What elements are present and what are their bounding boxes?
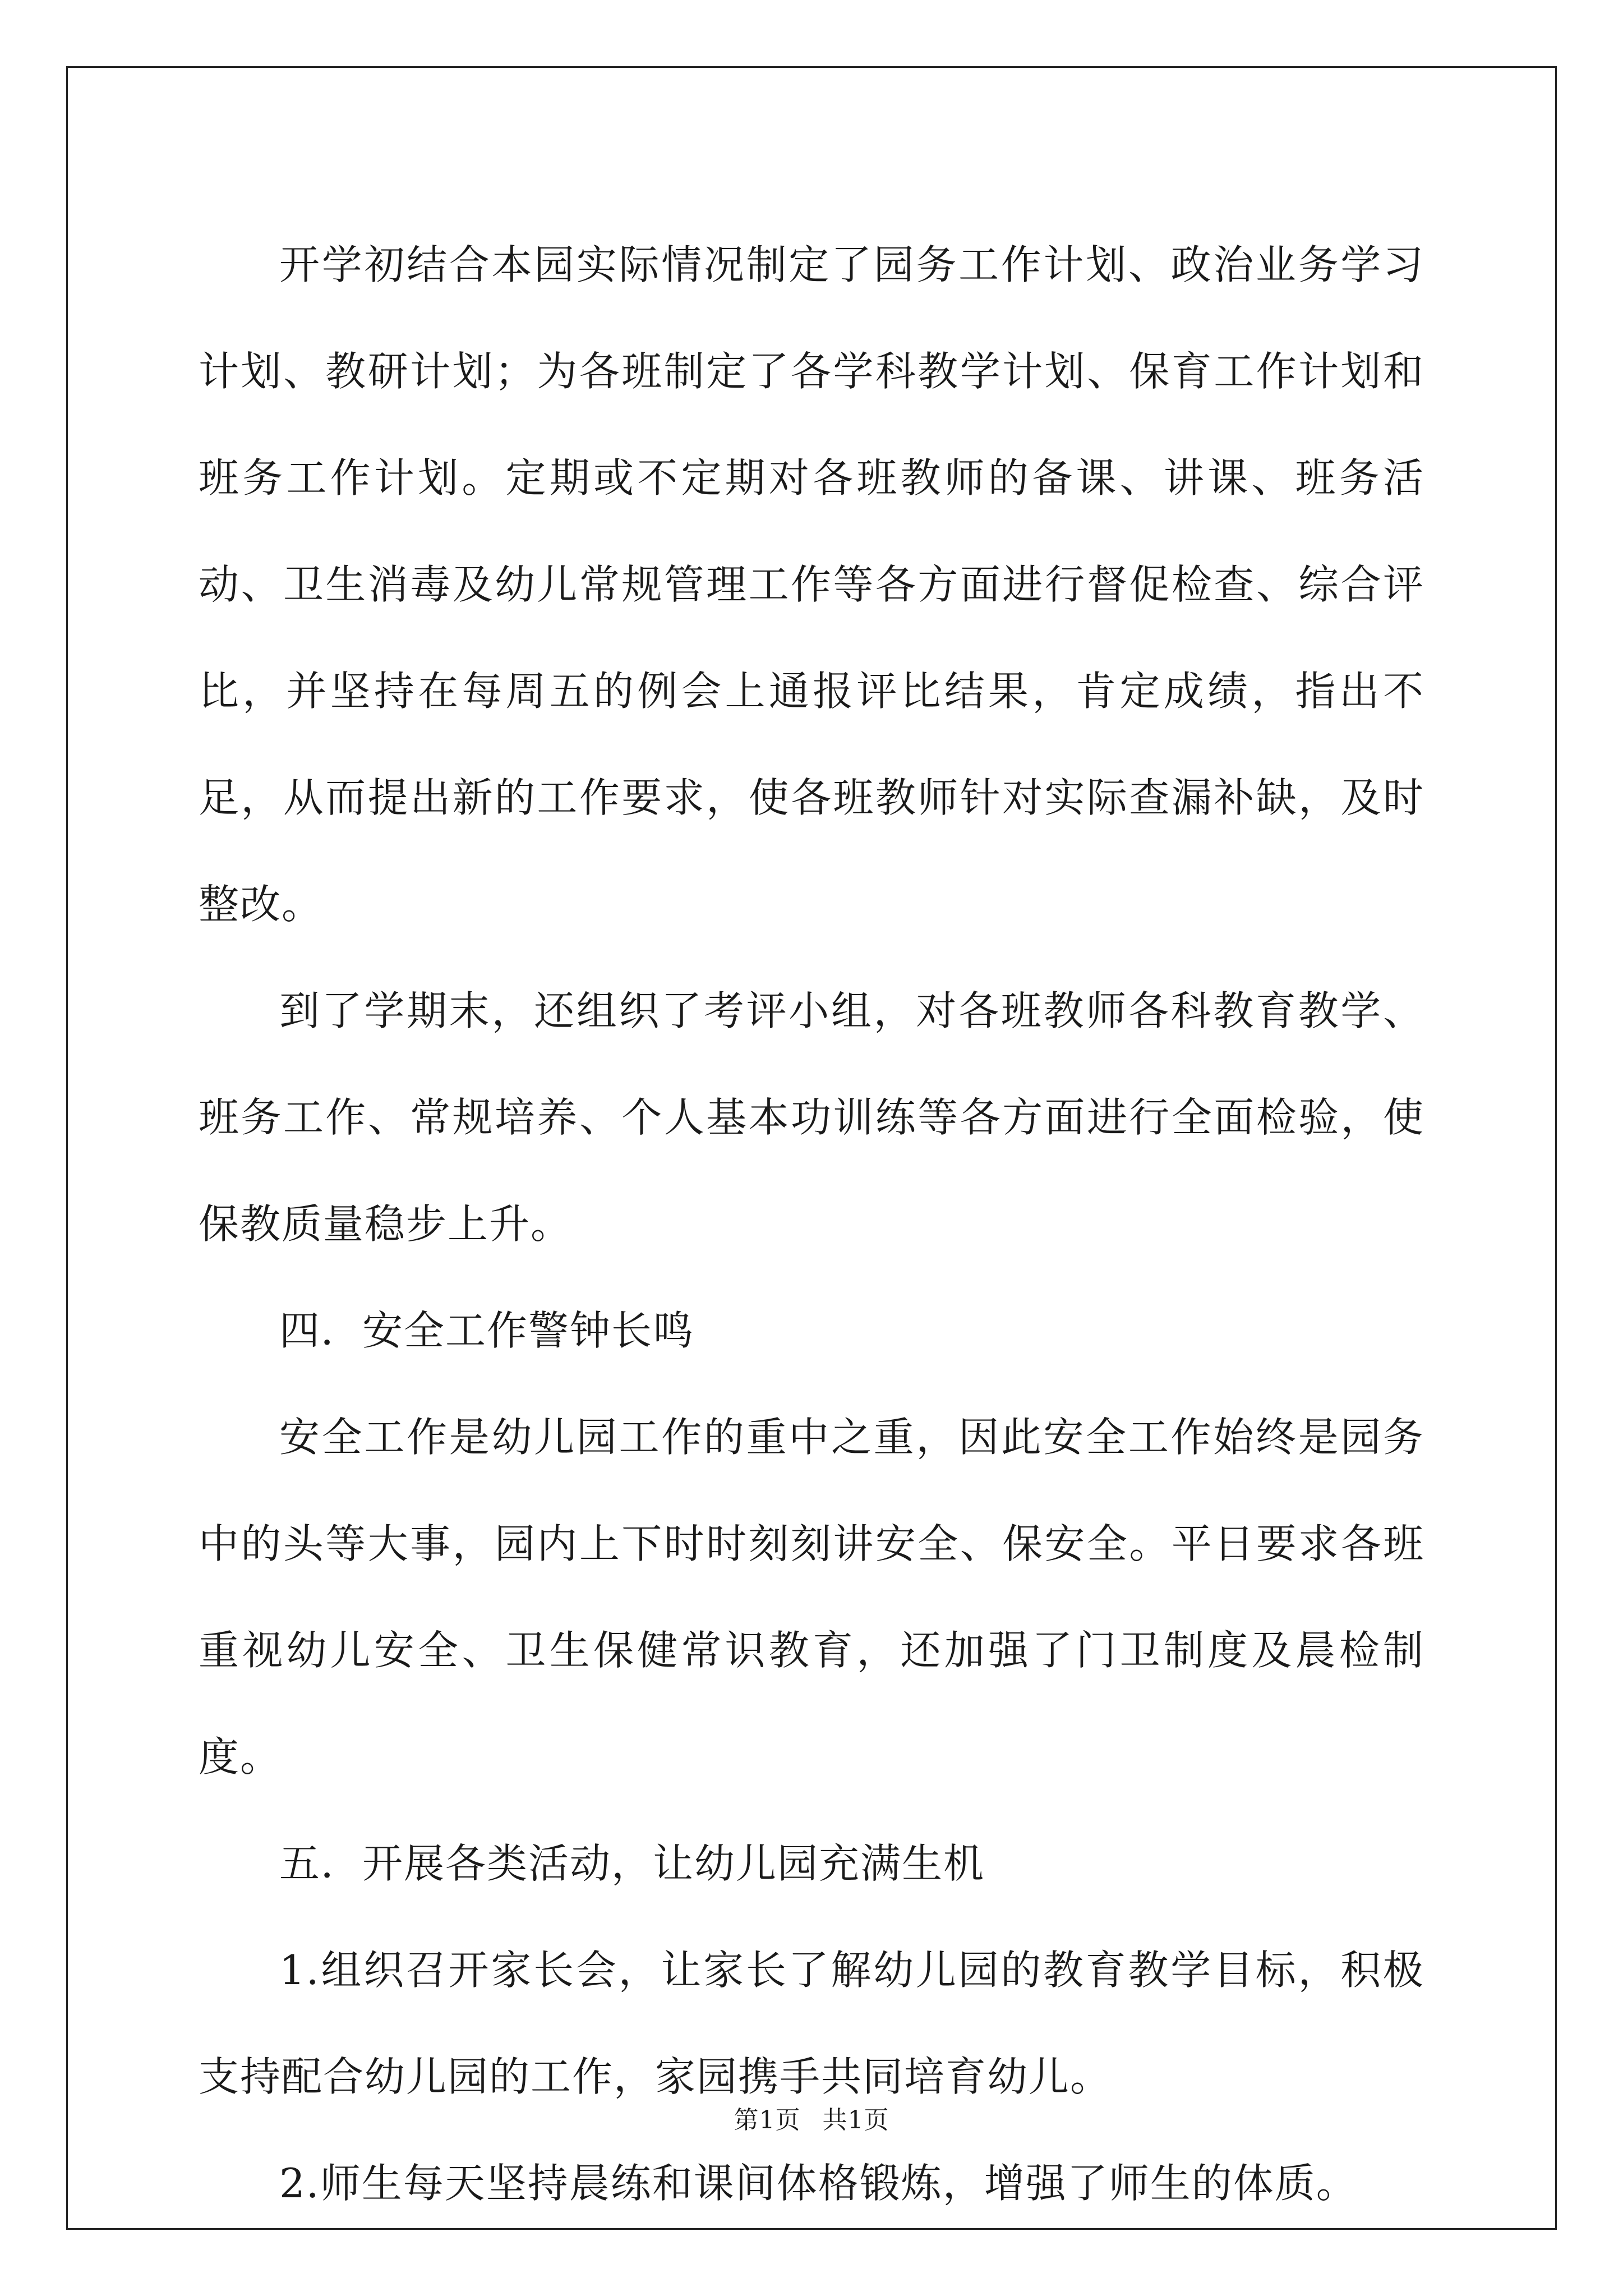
- paragraph-term-end: 到了学期末，还组织了考评小组，对各班教师各科教育教学、班务工作、常规培养、个人基本功训练等各方面进行全面检验，使保教质量稳步上升。: [199, 987, 1424, 1248]
- page-number: 第1页: [734, 2106, 801, 2134]
- page-total: 共1页: [822, 2106, 889, 2134]
- section-heading-activities: 五．开展各类活动，让幼儿园充满生机: [279, 1840, 985, 1887]
- section-heading-safety: 四．安全工作警钟长鸣: [279, 1307, 695, 1354]
- list-item-morning-exercise: 2.师生每天坚持晨练和课间体格锻炼，增强了师生的体质。: [279, 2160, 1358, 2207]
- document-body: [199, 211, 1424, 2237]
- paragraph-safety: 安全工作是幼儿园工作的重中之重，因此安全工作始终是园务中的头等大事，园内上下时时刻刻讲安全、保安全。平日要求各班重视幼儿安全、卫生保健常识教育，还加强了门卫制度及晨检制度。: [199, 1414, 1424, 1780]
- page-footer: [0, 2104, 1623, 2137]
- list-item-parents-meeting: 1.组织召开家长会，让家长了解幼儿园的教育教学目标，积极支持配合幼儿园的工作，家园携手共同培育幼儿。: [199, 1947, 1424, 2100]
- paragraph-plans: 开学初结合本园实际情况制定了园务工作计划、政治业务学习计划、教研计划；为各班制定了各学科教学计划、保育工作计划和班务工作计划。定期或不定期对各班教师的备课、讲课、班务活动、卫生消毒及幼儿常规管理工作等各方面进行督促检查、综合评比，并坚持在每周五的例会上通报评比结果，肯定成绩，指出不足，从而提出新的工作要求，使各班教师针对实际查漏补缺，及时整改。: [199, 241, 1424, 928]
